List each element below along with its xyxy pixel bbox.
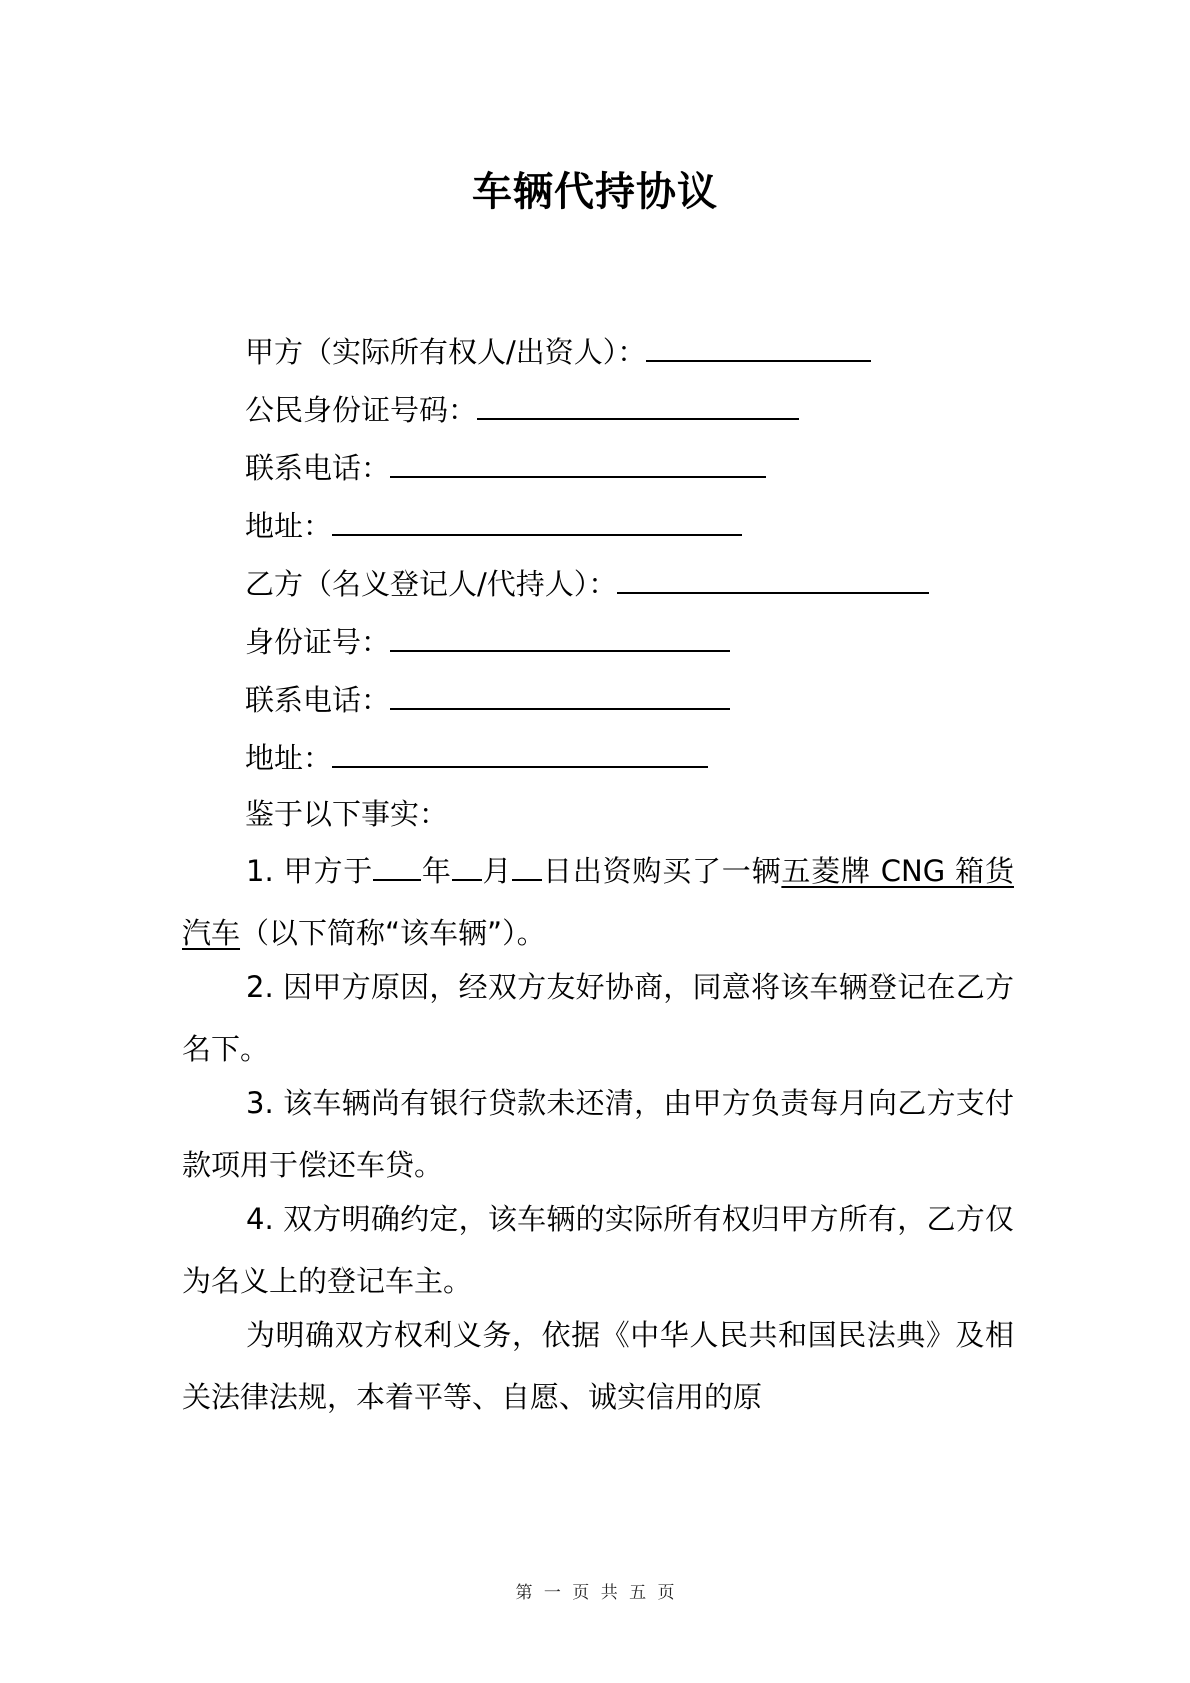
month-blank[interactable]	[452, 851, 482, 881]
recital-item-3: 3. 该车辆尚有银行贷款未还清，由甲方负责每月向乙方支付款项用于偿还车贷。	[182, 1086, 1014, 1182]
day-blank[interactable]	[512, 851, 542, 881]
party-a-label: 甲方（实际所有权人/出资人）：	[245, 335, 647, 369]
party-b-id-label: 身份证号：	[245, 625, 391, 659]
party-a-line	[245, 330, 871, 372]
party-b-address-blank[interactable]	[332, 736, 708, 768]
party-a-phone-label: 联系电话：	[245, 451, 391, 485]
party-a-blank[interactable]	[646, 330, 871, 362]
party-b-label: 乙方（名义登记人/代持人）：	[245, 567, 618, 601]
recital-item-1: 1. 甲方于 年 月 日出资购买了一辆五菱牌 CNG 箱货汽车（以下简称“该车辆”）。	[182, 840, 1014, 964]
party-a-phone-line	[245, 446, 766, 488]
vehicle-model: 五菱牌 CNG 箱货汽车	[182, 854, 1014, 950]
recitals-heading: 鉴于以下事实：	[245, 797, 449, 831]
closing-paragraph: 为明确双方权利义务，依据《中华人民共和国民法典》及相关法律法规，本着平等、自愿、诚实信用的原	[182, 1318, 1014, 1414]
party-a-id-line	[245, 388, 799, 430]
party-b-id-line	[245, 620, 730, 662]
document-title: 车辆代持协议	[472, 169, 718, 215]
party-b-line	[245, 562, 929, 604]
party-b-address-line	[245, 736, 708, 778]
recital-item-4: 4. 双方明确约定，该车辆的实际所有权归甲方所有，乙方仅为名义上的登记车主。	[182, 1202, 1014, 1298]
party-a-phone-blank[interactable]	[390, 446, 766, 478]
party-a-address-blank[interactable]	[332, 504, 742, 536]
recital-item-2: 2. 因甲方原因，经双方友好协商，同意将该车辆登记在乙方名下。	[182, 970, 1014, 1066]
party-b-id-blank[interactable]	[390, 620, 730, 652]
party-b-phone-label: 联系电话：	[245, 683, 391, 717]
party-b-blank[interactable]	[617, 562, 929, 594]
year-blank[interactable]	[373, 851, 421, 881]
party-b-address-label: 地址：	[245, 741, 333, 775]
party-b-phone-blank[interactable]	[390, 678, 730, 710]
party-a-address-line	[245, 504, 742, 546]
party-a-id-label: 公民身份证号码：	[245, 393, 478, 427]
party-b-phone-line	[245, 678, 730, 720]
party-a-id-blank[interactable]	[477, 388, 799, 420]
page-number: 第 一 页 共 五 页	[515, 1583, 675, 1603]
party-a-address-label: 地址：	[245, 509, 333, 543]
